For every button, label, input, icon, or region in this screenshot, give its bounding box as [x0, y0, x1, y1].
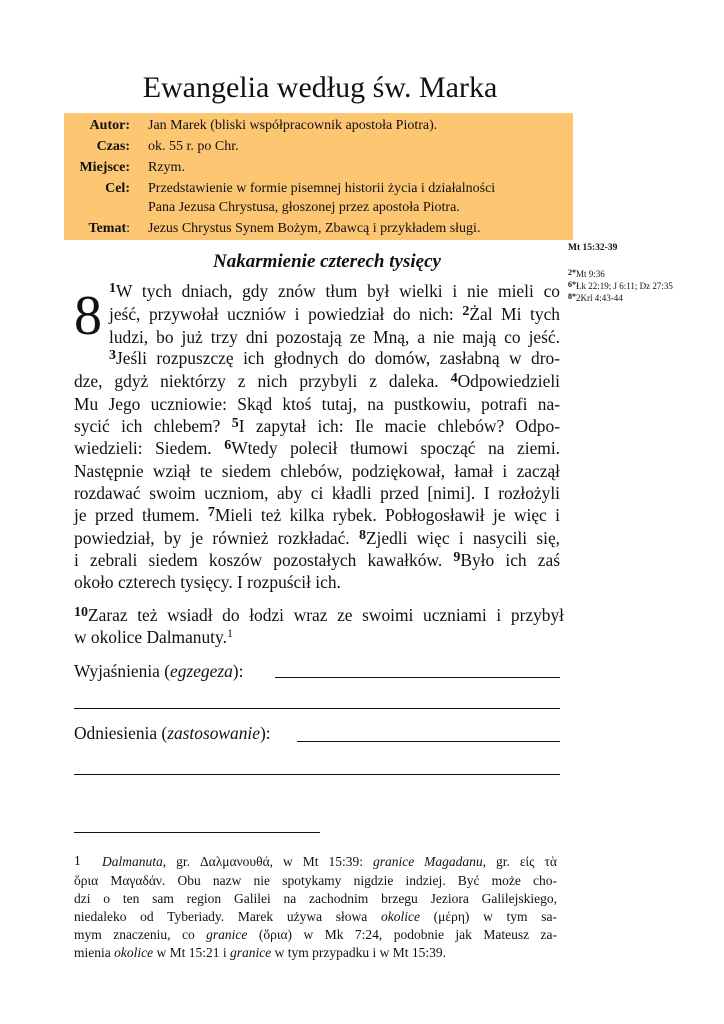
references-label-text: Odniesienia (	[74, 723, 168, 743]
verse-text: wiedzieli: Siedem.	[74, 438, 225, 458]
footnote-text: , gr. Δαλμανουθά, w Mt 15:39:	[162, 854, 373, 869]
cross-ref-v2-number: 2*	[568, 268, 576, 277]
text-line	[74, 482, 560, 504]
explanations-label-end: ):	[232, 661, 244, 681]
references-answer-line[interactable]	[297, 741, 560, 742]
theme-colon: :	[126, 221, 130, 236]
text-line	[74, 549, 560, 571]
footnote-italic: granice	[206, 927, 248, 942]
verse-number: 9	[453, 550, 461, 565]
book-info-box	[64, 113, 573, 240]
references-label-italic: zastosowanie	[167, 723, 260, 743]
explanations-label-italic: egzegeza	[170, 661, 233, 681]
verse-text: jeść, przywołał uczniów i powiedział do nich:	[109, 304, 463, 324]
verse-text: Mu Jego uczniowie: Skąd ktoś tutaj, na pustkowiu, potrafi na-	[74, 394, 560, 414]
verse-number: 4	[450, 371, 458, 386]
footnote-text: mym znaczeniu, co	[74, 927, 207, 942]
footnote-line	[74, 926, 557, 944]
time-label: Czas:	[96, 139, 130, 154]
verse-number: 10	[74, 605, 88, 620]
verse-text: około czterech tysięcy. I rozpuścił ich.	[74, 572, 341, 592]
text-line	[74, 504, 560, 526]
verse-text: je przed tłumem.	[74, 505, 208, 525]
text-line	[109, 347, 560, 369]
footnote-text: (μέρη) w tym sa-	[419, 909, 557, 924]
explanations-answer-line[interactable]	[275, 677, 560, 678]
explanations-label	[74, 660, 243, 682]
verse-text: Odpowiedzieli	[457, 371, 560, 391]
footnote-line	[74, 890, 557, 908]
place-label: Miejsce:	[79, 160, 130, 175]
footnote-divider	[74, 832, 320, 833]
chapter-number: 8	[74, 285, 102, 347]
page-title: Ewangelia według św. Marka	[142, 71, 498, 104]
verse-number: 8	[358, 528, 366, 543]
footnote-line	[74, 908, 557, 926]
footnote-text: w tym przypadku i w Mt 15:39.	[271, 945, 446, 960]
references-label-end: ):	[259, 723, 271, 743]
explanations-answer-line-2[interactable]	[74, 708, 560, 709]
text-line	[74, 604, 564, 626]
text-line	[74, 415, 560, 437]
theme-label: Temat	[88, 221, 127, 236]
verse-text: Zaraz też wsiadł do łodzi wraz ze swoimi uczniami i przybył	[88, 605, 564, 625]
goal-value-line-1: Przedstawienie w formie pisemnej historii życia i działalności	[148, 181, 496, 196]
verse-text: i zebrali siedem koszów pozostałych kawałków.	[74, 550, 454, 570]
verse-text: W tych dniach, gdy znów tłum był wielki i nie mieli co	[116, 281, 560, 301]
text-line	[109, 303, 560, 325]
footnote-line	[102, 853, 557, 871]
verse-text: ludzi, bo już trzy dni pozostają ze Mną, a nie mają co jeść.	[109, 327, 560, 347]
cross-ref-v8-number: 8*	[568, 292, 576, 301]
footnote-text: mienia	[74, 945, 115, 960]
goal-value-line-2: Pana Jezusa Chrystusa, głoszonej przez apostoła Piotra.	[148, 200, 460, 215]
text-line	[109, 326, 560, 348]
verse-text: w okolice Dalmanuty.	[74, 627, 227, 647]
cross-ref-v6-text: Łk 22:19; J 6:11; Dz 27:35	[576, 281, 673, 291]
footnote-italic: Dalmanuta	[102, 854, 163, 869]
goal-label: Cel:	[105, 181, 130, 196]
footnote-line	[74, 872, 557, 890]
verse-number: 6	[224, 438, 232, 453]
verse-text: dze, gdyż niektórzy z nich przybyli z daleka.	[74, 371, 451, 391]
text-line	[74, 370, 560, 392]
verse-text: Jeśli rozpuszczę ich głodnych do domów, zasłabną w dro-	[116, 348, 560, 368]
cross-ref-v2-text: Mt 9:36	[576, 269, 605, 279]
verse-text: rozdawać swoim uczniom, aby ci kładli przed [nimi]. I rozłożyli	[74, 483, 560, 503]
footnote-reference[interactable]: 1	[226, 626, 233, 640]
references-label	[74, 722, 271, 744]
time-value: ok. 55 r. po Chr.	[148, 139, 239, 154]
footnote-line	[74, 944, 557, 962]
theme-value: Jezus Chrystus Synem Bożym, Zbawcą i przykładem sługi.	[148, 221, 481, 236]
text-line	[109, 280, 560, 302]
footnote-text: ὅρια Μαγαδάν. Obu nazw nie spotykamy nigdzie indziej. Być może cho-	[74, 873, 557, 888]
text-line	[74, 527, 560, 549]
text-line	[74, 437, 560, 459]
verse-text: powiedział, by je również rozkładać.	[74, 528, 359, 548]
verse-text: Zjedli więc i nasycili się,	[365, 528, 561, 548]
verse-text: I zapytał ich: Ile macie chlebów? Odpo-	[238, 416, 560, 436]
footnote-italic: granice	[230, 945, 272, 960]
footnote-italic: okolice	[380, 909, 420, 924]
author-value: Jan Marek (bliski współpracownik apostoła Piotra).	[148, 118, 438, 133]
verse-text: Następnie wziął te siedem chlebów, podziękował, łamał i zaczął	[74, 461, 560, 481]
section-heading: Nakarmienie czterech tysięcy	[213, 251, 441, 272]
cross-ref-v6-number: 6*	[568, 280, 576, 289]
footnote-text: , gr. εἰς τὰ	[482, 854, 558, 869]
verse-number: 5	[231, 416, 239, 431]
footnote-text: w Mt 15:21 i	[153, 945, 230, 960]
text-line	[74, 626, 233, 648]
cross-reference-v8	[568, 291, 623, 304]
main-cross-reference: Mt 15:32-39	[568, 243, 618, 253]
verse-number: 2	[462, 304, 470, 319]
verse-text: Było ich zaś	[460, 550, 561, 570]
theme-label-wrap	[64, 220, 130, 238]
author-label: Autor:	[89, 118, 130, 133]
references-answer-line-2[interactable]	[74, 774, 560, 775]
verse-text: Wtedy polecił tłumowi spocząć na ziemi.	[231, 438, 561, 458]
footnote-text: niedaleko od Tyberiady. Marek używa słowa	[74, 909, 381, 924]
explanations-label-text: Wyjaśnienia (	[74, 661, 171, 681]
verse-number: 1	[109, 281, 116, 296]
verse-text: Mieli też kilka rybek. Pobłogosławił je więc i	[214, 505, 560, 525]
verse-number: 3	[109, 348, 116, 363]
footnote-italic: granice Magadanu	[372, 854, 483, 869]
verse-text: Żal Mi tych	[469, 304, 560, 324]
verse-number: 7	[207, 505, 215, 520]
text-line	[74, 393, 560, 415]
text-line	[74, 460, 560, 482]
footnote-text: dzi o ten sam region Galilei na zachodnim brzegu Jeziora Galilejskiego,	[74, 891, 557, 906]
cross-ref-v8-text: 2Krl 4:43-44	[576, 293, 623, 303]
footnote-text: (ὅρια) w Mk 7:24, podobnie jak Mateusz za-	[247, 927, 557, 942]
footnote-number: 1	[74, 853, 81, 868]
text-line	[74, 571, 341, 593]
verse-text: sycić ich chlebem?	[74, 416, 232, 436]
place-value: Rzym.	[148, 160, 185, 175]
footnote-italic: okolice	[114, 945, 154, 960]
